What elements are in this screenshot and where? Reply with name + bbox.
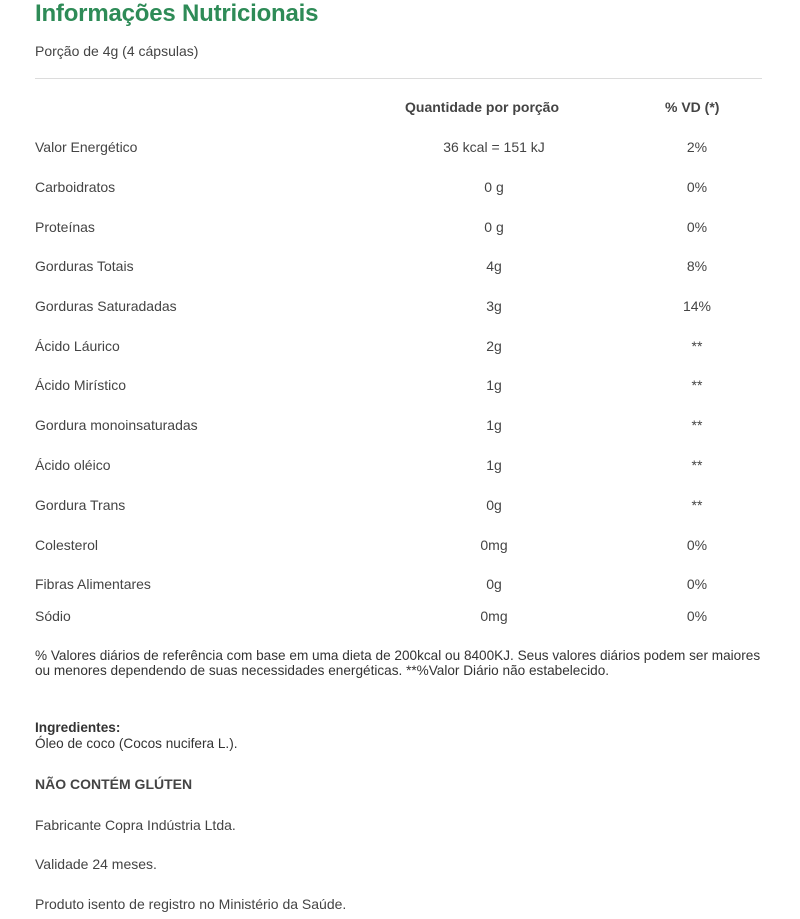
nutrient-name: Gordura monoinsaturadas [35,417,198,433]
page-title: Informações Nutricionais [35,0,319,27]
table-row [0,179,800,199]
nutrient-vd: ** [691,497,703,513]
ingredients-text: Óleo de coco (Cocos nucifera L.). [35,736,238,751]
header-vd: % VD (*) [665,99,720,115]
table-row [0,139,800,159]
table-row [0,497,800,517]
nutrient-quantity: 0mg [480,608,508,624]
table-row [0,338,800,358]
nutrient-name: Gorduras Saturadadas [35,298,177,314]
table-row [0,457,800,477]
nutrient-vd: ** [691,457,703,473]
nutrient-quantity: 0g [486,576,502,592]
nutrient-vd: ** [691,338,703,354]
nutrient-quantity: 36 kcal = 151 kJ [443,139,545,155]
nutrient-vd: 8% [686,258,708,274]
portion-size: Porção de 4g (4 cápsulas) [35,43,199,59]
nutrient-name: Ácido Láurico [35,338,120,354]
nutrient-quantity: 4g [486,258,502,274]
nutrient-name: Ácido Mirístico [35,377,127,393]
nutrient-name: Colesterol [35,537,99,553]
nutrient-quantity: 0 g [484,179,504,195]
nutrient-vd: 0% [686,576,708,592]
table-row [0,417,800,437]
table-row [0,298,800,318]
nutrient-vd: 2% [686,139,708,155]
manufacturer-text: Fabricante Copra Indústria Ltda. [35,817,236,833]
nutrient-name: Sódio [35,608,71,624]
nutrient-quantity: 1g [486,377,502,393]
table-row [0,537,800,557]
nutrient-quantity: 3g [486,298,502,314]
table-row [0,258,800,278]
validity-text: Validade 24 meses. [35,856,157,872]
gluten-warning: NÃO CONTÉM GLÚTEN [35,776,193,792]
registration-text: Produto isento de registro no Ministério da Saúde. [35,896,347,912]
nutrient-vd: 0% [686,608,708,624]
nutrient-quantity: 0g [486,497,502,513]
nutrient-quantity: 0mg [480,537,508,553]
table-row [0,377,800,397]
ingredients-label: Ingredientes: [35,720,121,735]
nutrient-quantity: 1g [486,457,502,473]
nutrient-name: Fibras Alimentares [35,576,151,592]
nutrient-name: Carboidratos [35,179,116,195]
daily-value-footnote: % Valores diários de referência com base em uma dieta de 200kcal ou 8400KJ. Seus valores diários podem ser maiores ou menores dependendo de suas necessidades energéticas. **%Valor Diário não estabelecido. [35,648,761,678]
nutrient-quantity: 1g [486,417,502,433]
divider [35,78,762,79]
nutrient-vd: 14% [682,298,712,314]
header-quantity: Quantidade por porção [405,99,560,115]
nutrient-vd: 0% [686,179,708,195]
nutrient-name: Ácido oléico [35,457,111,473]
table-row [0,608,800,628]
nutrient-quantity: 2g [486,338,502,354]
nutrient-vd: 0% [686,537,708,553]
nutrient-vd: ** [691,377,703,393]
nutrient-quantity: 0 g [484,219,504,235]
table-row [0,576,800,596]
nutrient-name: Gorduras Totais [35,258,134,274]
nutrient-vd: 0% [686,219,708,235]
nutrient-name: Proteínas [35,219,95,235]
nutrient-name: Valor Energético [35,139,138,155]
nutrient-name: Gordura Trans [35,497,126,513]
nutrient-vd: ** [691,417,703,433]
table-row [0,219,800,239]
